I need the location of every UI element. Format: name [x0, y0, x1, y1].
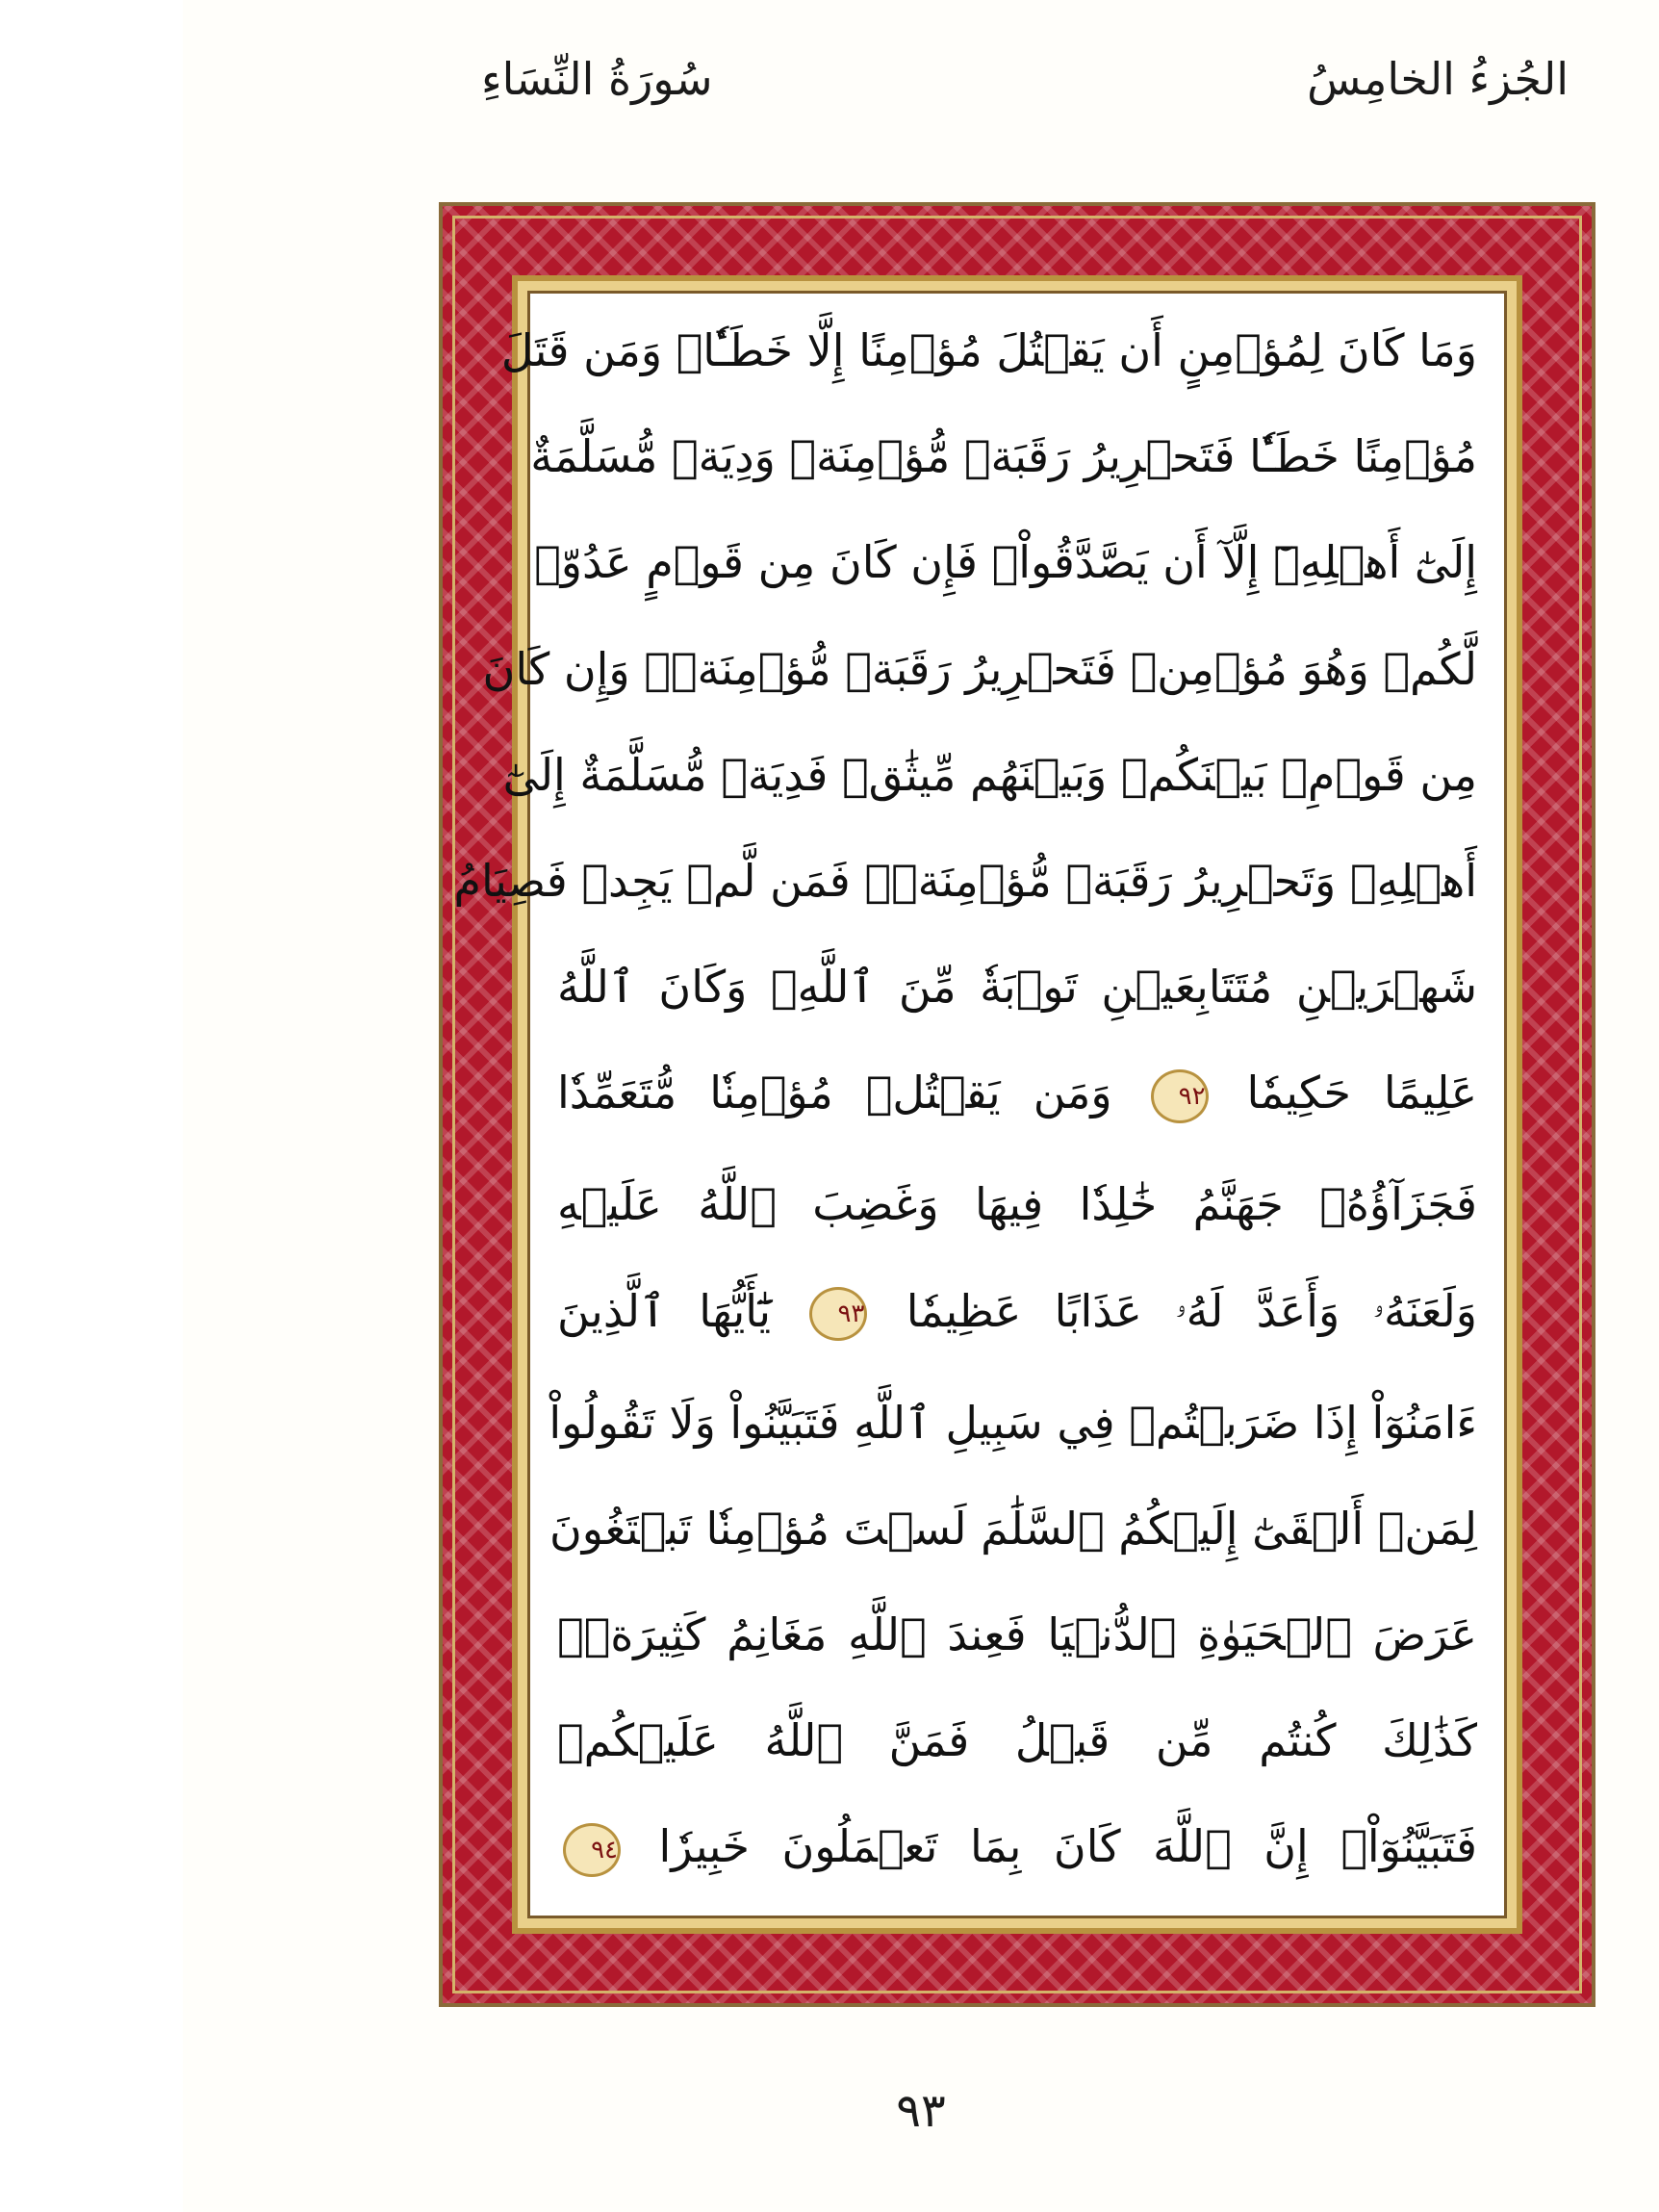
verse-line — [500, 324, 1477, 376]
page-header — [481, 53, 1569, 140]
line-text: لِمَنۡ أَلۡقَىٰٓ إِلَيۡكُمُ ٱلسَّلَٰمَ لَسۡتَ مُؤۡمِنٗا تَبۡتَغُونَ — [549, 1502, 1477, 1555]
line-text: عَرَضَ ٱلۡحَيَوٰةِ ٱلدُّنۡيَا فَعِندَ ٱللَّهِ مَغَانِمُ كَثِيرَةٞۚ — [557, 1608, 1477, 1661]
line-text: فَتَبَيَّنُوٓاْۚ إِنَّ ٱللَّهَ كَانَ بِمَا تَعۡمَلُونَ خَبِيرٗا — [658, 1820, 1477, 1873]
verse-line — [557, 1610, 1477, 1659]
line-text: عَلِيمًا حَكِيمٗا — [1246, 1067, 1478, 1119]
verse-line — [557, 1180, 1477, 1229]
decorative-frame — [439, 202, 1595, 2007]
page-number: ٩٣ — [896, 2084, 946, 2138]
ayah-number-marker: ٩٢ — [1151, 1069, 1209, 1123]
verse-line — [557, 1716, 1477, 1765]
verse-line — [534, 536, 1477, 589]
verse-line — [557, 1822, 1477, 1877]
verse-line — [557, 963, 1477, 1012]
verse-lines — [453, 324, 1478, 1877]
mushaf-page — [183, 0, 1659, 2212]
juz-title: الجُزءُ الخامِسُ — [1307, 53, 1569, 105]
line-text: شَهۡرَيۡنِ مُتَتَابِعَيۡنِ تَوۡبَةٗ مِّنَ ٱللَّهِۗ وَكَانَ ٱللَّهُ — [557, 961, 1477, 1014]
verse-line — [530, 430, 1477, 483]
line-text: مُؤۡمِنًا خَطَـٔٗا فَتَحۡرِيرُ رَقَبَةٖ مُّؤۡمِنَةٖ وَدِيَةٞ مُّسَلَّمَةٌ — [530, 430, 1477, 483]
verse-line — [549, 1502, 1477, 1555]
line-text-after-marker: يَٰٓأَيُّهَا ٱلَّذِينَ — [557, 1284, 772, 1337]
line-text: كَذَٰلِكَ كُنتُم مِّن قَبۡلُ فَمَنَّ ٱللَّهُ عَلَيۡكُمۡ — [557, 1714, 1477, 1767]
verse-line — [502, 748, 1477, 801]
verse-line — [557, 1284, 1477, 1342]
line-text: مِن قَوۡمِۭ بَيۡنَكُمۡ وَبَيۡنَهُم مِّيثَٰقٞ فَدِيَةٞ مُّسَلَّمَةٌ إِلَىٰٓ — [502, 748, 1477, 801]
verse-line — [482, 642, 1477, 695]
line-text-after-marker: وَمَن يَقۡتُلۡ مُؤۡمِنٗا مُّتَعَمِّدٗا — [557, 1067, 1112, 1119]
verse-line — [557, 1068, 1477, 1123]
line-text: أَهۡلِهِۦ وَتَحۡرِيرُ رَقَبَةٖ مُّؤۡمِنَةٖۖ فَمَن لَّمۡ يَجِدۡ فَصِيَامُ — [453, 854, 1477, 907]
verse-line — [549, 1396, 1477, 1449]
line-text: فَجَزَآؤُهُۥ جَهَنَّمُ خَٰلِدٗا فِيهَا وَغَضِبَ ٱللَّهُ عَلَيۡهِ — [557, 1178, 1477, 1231]
line-text: وَمَا كَانَ لِمُؤۡمِنٍ أَن يَقۡتُلَ مُؤۡمِنًا إِلَّا خَطَـٔٗاۚ وَمَن قَتَلَ — [500, 324, 1477, 376]
line-text: وَلَعَنَهُۥ وَأَعَدَّ لَهُۥ عَذَابًا عَظِيمٗا — [906, 1284, 1477, 1337]
ayah-number-marker: ٩٣ — [809, 1287, 867, 1341]
ayah-number-marker: ٩٤ — [563, 1823, 621, 1877]
line-text: إِلَىٰٓ أَهۡلِهِۦٓ إِلَّآ أَن يَصَّدَّقُواْۚ فَإِن كَانَ مِن قَوۡمٍ عَدُوّٖ — [534, 536, 1477, 589]
line-text: لَّكُمۡ وَهُوَ مُؤۡمِنٞ فَتَحۡرِيرُ رَقَبَةٖ مُّؤۡمِنَةٖۖ وَإِن كَانَ — [482, 642, 1477, 695]
surah-title: سُورَةُ النِّسَاءِ — [481, 53, 713, 105]
verse-line — [453, 854, 1477, 907]
line-text: ءَامَنُوٓاْ إِذَا ضَرَبۡتُمۡ فِي سَبِيلِ ٱللَّهِ فَتَبَيَّنُواْ وَلَا تَقُولُواْ — [549, 1396, 1477, 1449]
verse-text-area — [453, 291, 1507, 1918]
